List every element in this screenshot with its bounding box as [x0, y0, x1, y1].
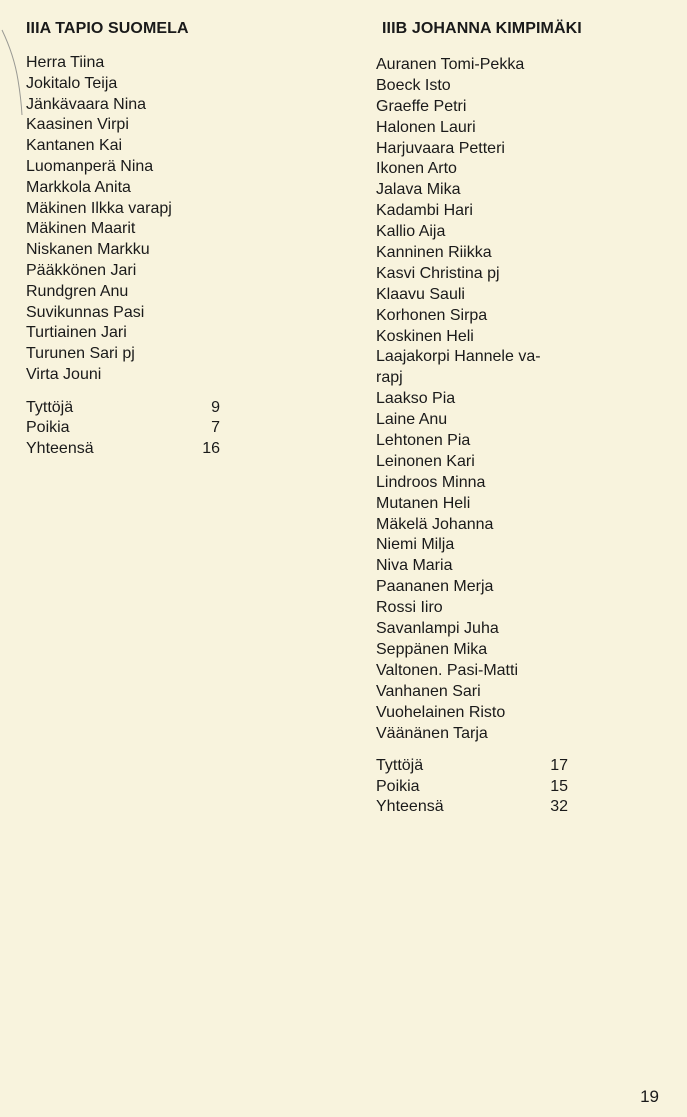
class-iiib-section [376, 20, 591, 818]
student-name: Leinonen Kari [376, 452, 475, 470]
student-name: Klaavu Sauli [376, 285, 465, 303]
class-iiia-totals [26, 398, 220, 460]
student-name: Mäkinen Maarit [26, 220, 136, 238]
student-name: Mäkinen Ilkka varapj [26, 199, 172, 217]
total-label: Poikia [376, 777, 420, 795]
student-name: Laajakorpi Hannele va- [376, 348, 541, 366]
student-name: Valtonen. Pasi-Matti [376, 661, 518, 679]
student-name: Halonen Lauri [376, 118, 476, 136]
total-row [26, 398, 220, 419]
student-name: Auranen Tomi-Pekka [376, 56, 525, 73]
total-value: 7 [211, 419, 220, 437]
total-label: Yhteensä [376, 798, 444, 816]
student-name: Jokitalo Teija [26, 74, 118, 92]
total-row [26, 418, 220, 439]
total-value: 17 [550, 757, 568, 775]
class-iiib-student-list [376, 55, 591, 744]
student-name: Pääkkönen Jari [26, 261, 137, 279]
student-name: Kasvi Christina pj [376, 264, 500, 282]
total-label: Yhteensä [26, 439, 94, 457]
student-name: Kallio Aija [376, 223, 446, 241]
student-name: Markkola Anita [26, 178, 131, 196]
total-value: 16 [202, 439, 220, 457]
student-name: Niemi Milja [376, 536, 455, 554]
student-name: Boeck Isto [376, 76, 451, 94]
student-name: Väänänen Tarja [376, 724, 488, 742]
student-name: Luomanperä Nina [26, 157, 154, 175]
class-iiia-student-list [26, 53, 226, 386]
student-name: Turunen Sari pj [26, 345, 135, 363]
student-name: Mutanen Heli [376, 494, 471, 512]
page-number: 19 [640, 1087, 659, 1106]
student-name: Paananen Merja [376, 578, 494, 596]
student-name: Ikonen Arto [376, 160, 457, 178]
student-name: Kanninen Riikka [376, 244, 492, 262]
total-value: 32 [550, 798, 568, 816]
student-name: Koskinen Heli [376, 327, 474, 345]
student-name: Rossi Iiro [376, 599, 443, 617]
student-name: Vuohelainen Risto [376, 703, 506, 721]
student-name: Mäkelä Johanna [376, 515, 494, 533]
total-label: Tyttöjä [376, 757, 424, 775]
student-name: Rundgren Anu [26, 282, 129, 300]
student-name: Savanlampi Juha [376, 620, 499, 638]
student-name: Herra Tiina [26, 54, 105, 71]
student-name: Kadambi Hari [376, 202, 473, 220]
class-iiib-heading: IIIB JOHANNA KIMPIMÄKI [382, 20, 582, 37]
total-label: Poikia [26, 419, 70, 437]
student-name: Niva Maria [376, 557, 453, 575]
student-name: Laakso Pia [376, 390, 456, 408]
student-name: Seppänen Mika [376, 640, 488, 658]
total-row [26, 439, 220, 460]
class-iiib-totals [376, 756, 568, 818]
total-row [376, 756, 568, 777]
total-row [376, 797, 568, 818]
student-name: Korhonen Sirpa [376, 306, 488, 324]
student-name: Vanhanen Sari [376, 682, 481, 700]
student-name: rapj [376, 369, 403, 387]
student-name: Kaasinen Virpi [26, 116, 129, 134]
student-name: Graeffe Petri [376, 97, 467, 115]
student-name: Turtiainen Jari [26, 324, 127, 342]
total-value: 9 [211, 398, 220, 416]
student-name: Laine Anu [376, 411, 448, 429]
student-name: Virta Jouni [26, 365, 102, 383]
student-name: Kantanen Kai [26, 137, 123, 155]
class-iiia-heading: IIIA TAPIO SUOMELA [26, 20, 189, 37]
student-name: Suvikunnas Pasi [26, 303, 145, 321]
student-name: Niskanen Markku [26, 241, 150, 259]
student-name: Jänkävaara Nina [26, 95, 147, 113]
total-value: 15 [550, 777, 568, 795]
student-name: Harjuvaara Petteri [376, 139, 505, 157]
total-row [376, 777, 568, 798]
student-name: Lindroos Minna [376, 473, 486, 491]
total-label: Tyttöjä [26, 398, 74, 416]
student-name: Jalava Mika [376, 181, 461, 199]
student-name: Lehtonen Pia [376, 432, 471, 450]
class-iiia-section [26, 20, 226, 459]
